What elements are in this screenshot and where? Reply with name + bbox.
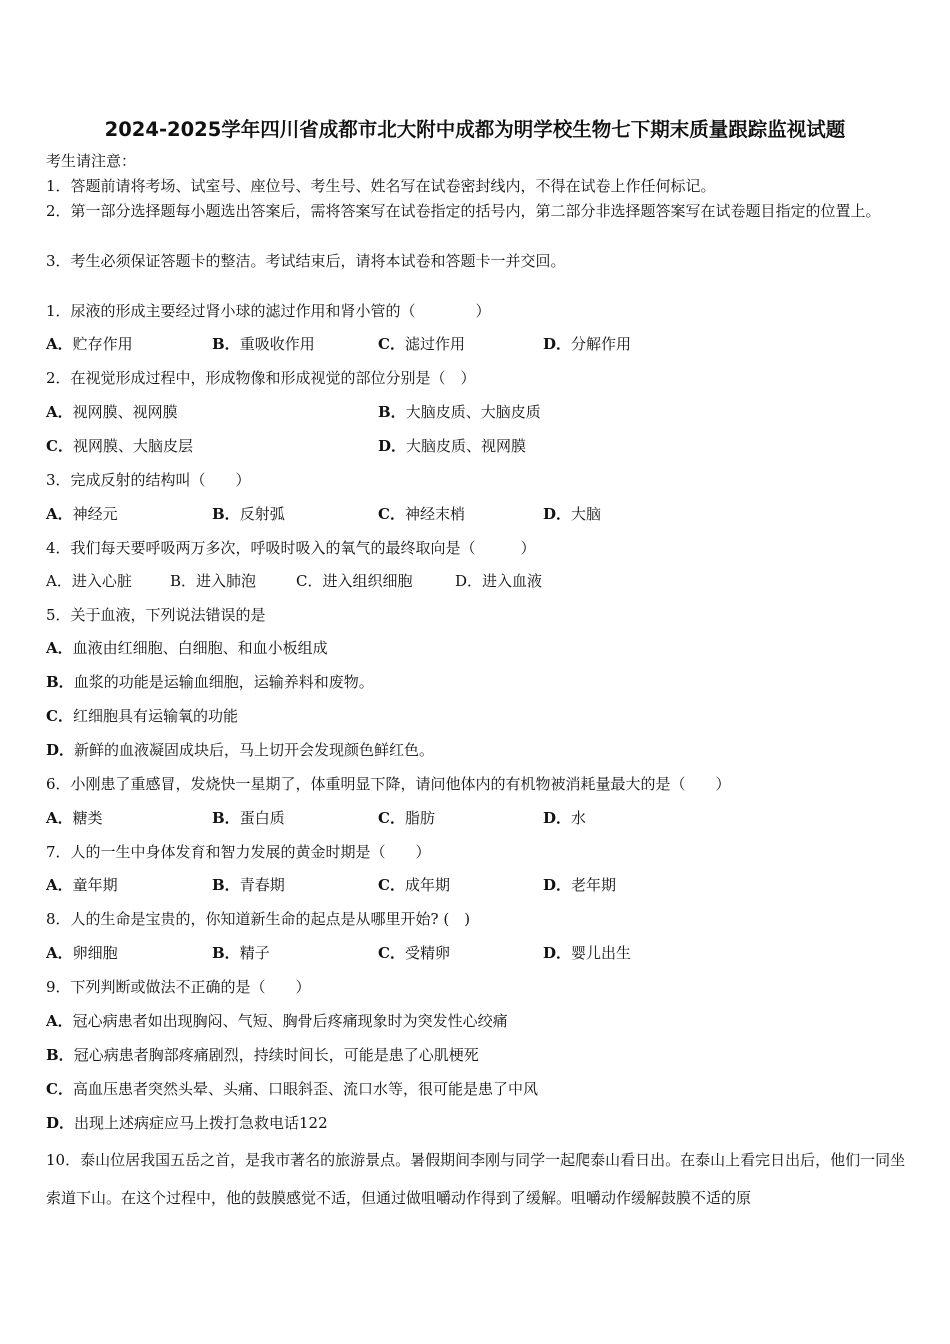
q1-option-c[interactable]: C．滤过作用 xyxy=(378,335,465,353)
question-2-stem: 2．在视觉形成过程中，形成物像和形成视觉的部位分别是（ ） xyxy=(46,369,476,387)
question-8-stem: 8．人的生命是宝贵的，你知道新生命的起点是从哪里开始? ( ) xyxy=(46,910,471,928)
question-7-stem: 7．人的一生中身体发育和智力发展的黄金时期是（ ） xyxy=(46,843,431,861)
q4-option-c[interactable]: C．进入组织细胞 xyxy=(296,572,413,590)
q9-option-b[interactable]: B．冠心病患者胸部疼痛剧烈，持续时间长，可能是患了心肌梗死 xyxy=(46,1046,479,1064)
q8-option-d[interactable]: D．婴儿出生 xyxy=(543,944,632,962)
q6-option-b[interactable]: B．蛋白质 xyxy=(212,809,285,827)
question-9-stem: 9．下列判断或做法不正确的是（ ） xyxy=(46,978,311,996)
q7-option-a[interactable]: A．童年期 xyxy=(46,876,118,894)
question-6-stem: 6．小刚患了重感冒，发烧快一星期了，体重明显下降，请问他体内的有机物被消耗量最大的是（ ） xyxy=(46,775,731,793)
q7-option-d[interactable]: D．老年期 xyxy=(543,876,617,894)
q5-option-a[interactable]: A．血液由红细胞、白细胞、和血小板组成 xyxy=(46,639,328,657)
q5-option-d[interactable]: D．新鲜的血液凝固成块后，马上切开会发现颜色鲜红色。 xyxy=(46,741,435,759)
q4-option-b[interactable]: B．进入肺泡 xyxy=(170,572,257,590)
q6-option-d[interactable]: D．水 xyxy=(543,809,587,827)
question-1-stem: 1．尿液的形成主要经过肾小球的滤过作用和肾小管的（ ） xyxy=(46,302,491,320)
q4-option-a[interactable]: A．进入心脏 xyxy=(46,572,132,590)
q3-option-a[interactable]: A．神经元 xyxy=(46,505,118,523)
q9-option-c[interactable]: C．高血压患者突然头晕、头痛、口眼斜歪、流口水等，很可能是患了中风 xyxy=(46,1080,538,1098)
q2-option-d[interactable]: D．大脑皮质、视网膜 xyxy=(378,437,527,455)
q9-option-d[interactable]: D．出现上述病症应马上拨打急救电话122 xyxy=(46,1114,328,1132)
q9-option-a[interactable]: A．冠心病患者如出现胸闷、气短、胸骨后疼痛现象时为突发性心绞痛 xyxy=(46,1012,508,1030)
q3-option-c[interactable]: C．神经末梢 xyxy=(378,505,465,523)
question-3-stem: 3．完成反射的结构叫（ ） xyxy=(46,471,251,489)
question-4-stem: 4．我们每天要呼吸两万多次，呼吸时吸入的氧气的最终取向是（ ） xyxy=(46,539,536,557)
q4-option-d[interactable]: D．进入血液 xyxy=(455,572,543,590)
q3-option-b[interactable]: B．反射弧 xyxy=(212,505,285,523)
q8-option-a[interactable]: A．卵细胞 xyxy=(46,944,118,962)
q2-option-c[interactable]: C．视网膜、大脑皮层 xyxy=(46,437,193,455)
page-title: 2024-2025学年四川省成都市北大附中成都为明学校生物七下期末质量跟踪监视试题 xyxy=(104,118,846,141)
q1-option-b[interactable]: B．重吸收作用 xyxy=(212,335,315,353)
q7-option-c[interactable]: C．成年期 xyxy=(378,876,450,894)
notice-item-3: 3．考生必须保证答题卡的整洁。考试结束后，请将本试卷和答题卡一并交回。 xyxy=(46,252,566,270)
question-10-stem: 10．泰山位居我国五岳之首，是我市著名的旅游景点。暑假期间李刚与同学一起爬泰山看日出。在泰山上看完日出后，他们一同坐索道下山。在这个过程中，他的鼓膜感觉不适，但通过做咀嚼动作得到了缓解。咀嚼动作缓解鼓膜不适的原 xyxy=(46,1151,906,1207)
notice-heading: 考生请注意： xyxy=(46,152,137,170)
q1-option-a[interactable]: A．贮存作用 xyxy=(46,335,133,353)
q5-option-c[interactable]: C．红细胞具有运输氧的功能 xyxy=(46,707,238,725)
q2-option-a[interactable]: A．视网膜、视网膜 xyxy=(46,403,178,421)
q8-option-c[interactable]: C．受精卵 xyxy=(378,944,450,962)
q3-option-d[interactable]: D．大脑 xyxy=(543,505,602,523)
q2-option-b[interactable]: B．大脑皮质、大脑皮质 xyxy=(378,403,541,421)
notice-item-2: 2．第一部分选择题每小题选出答案后，需将答案写在试卷指定的括号内，第二部分非选择题答案写在试卷题目指定的位置上。 xyxy=(46,202,881,220)
q6-option-c[interactable]: C．脂肪 xyxy=(378,809,435,827)
question-5-stem: 5．关于血液，下列说法错误的是 xyxy=(46,606,266,624)
q6-option-a[interactable]: A．糖类 xyxy=(46,809,103,827)
notice-item-1: 1．答题前请将考场、试室号、座位号、考生号、姓名写在试卷密封线内，不得在试卷上作任何标记。 xyxy=(46,177,716,195)
q5-option-b[interactable]: B．血浆的功能是运输血细胞，运输养料和废物。 xyxy=(46,673,374,691)
q7-option-b[interactable]: B．青春期 xyxy=(212,876,285,894)
q8-option-b[interactable]: B．精子 xyxy=(212,944,270,962)
q1-option-d[interactable]: D．分解作用 xyxy=(543,335,632,353)
